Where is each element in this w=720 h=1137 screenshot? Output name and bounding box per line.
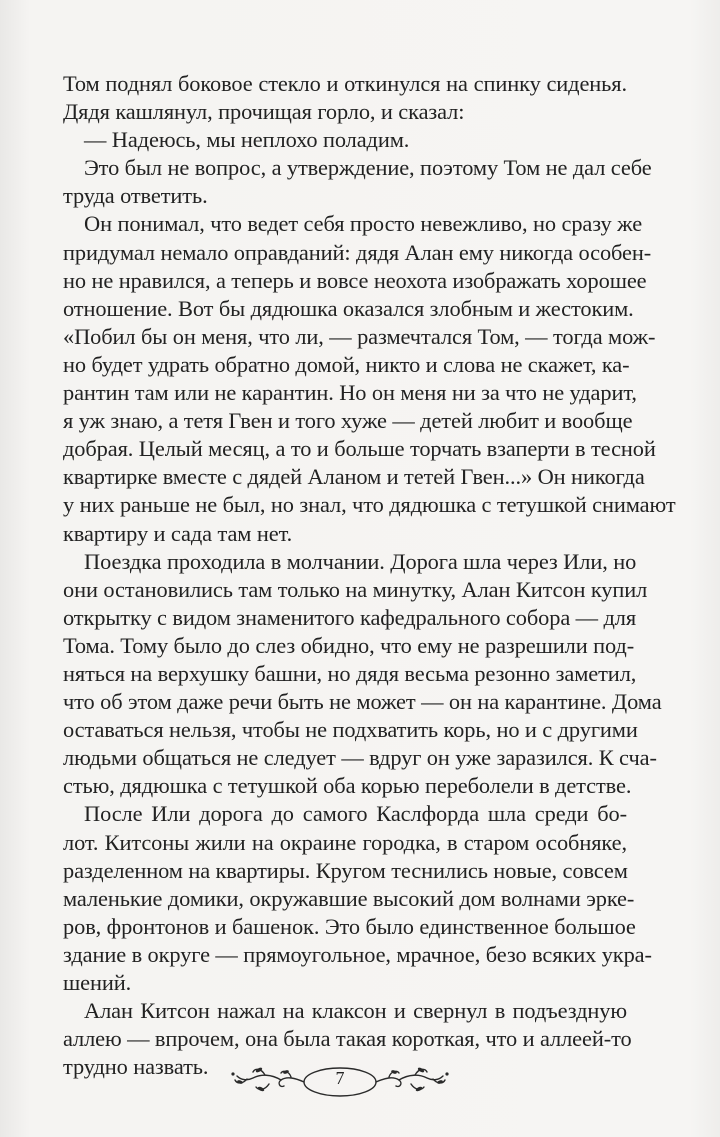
text-line: труда ответить. [63, 183, 208, 209]
paragraph [63, 548, 662, 801]
text-line: открытку с видом знаменитого кафедрального собора — для [63, 604, 637, 630]
text-line: Том поднял боковое стекло и откинулся на спинку сиденья. [63, 71, 627, 96]
text-line: Он понимал, что ведет себя просто невежливо, но сразу же [84, 211, 643, 237]
text-line: разделенном на квартиры. Кругом теснились новые, совсем [63, 857, 628, 883]
text-line: я уж знаю, а тетя Гвен и того хуже — детей любит и вообще [63, 408, 633, 434]
text-line: у них раньше не был, но знал, что дядюшка с тетушкой снимают [63, 492, 676, 518]
text-line: трудно назвать. [63, 1054, 209, 1080]
text-line: они остановились там только на минутку, Алан Китсон купил [63, 576, 648, 602]
text-line: но будет удрать обратно домой, никто и слова не скажет, ка- [63, 351, 630, 377]
text-line: что об этом даже речи быть не может — он на карантине. Дома [63, 689, 662, 715]
text-line: маленькие домики, окружавшие высокий дом волнами эрке- [63, 885, 635, 911]
text-line: Тома. Тому было до слез обидно, что ему не разрешили под- [63, 632, 635, 658]
text-line: квартирке вместе с дядей Аланом и тетей Гвен...» Он никогда [63, 464, 645, 490]
text-line: Дядя кашлянул, прочищая горло, и сказал: [63, 99, 465, 125]
text-line: шений. [63, 970, 132, 995]
page-number: 7 [335, 1068, 345, 1088]
body-text [63, 70, 676, 1081]
paragraph [63, 70, 627, 126]
text-line: придумал немало оправданий: дядя Алан ему никогда особен- [63, 239, 652, 265]
text-line: стью, дядюшка с тетушкой оба корью переболели в детстве. [63, 773, 632, 799]
text-line: отношение. Вот бы дядюшка оказался злобным и жестоким. [63, 295, 634, 321]
text-line: ров, фронтонов и башенок. Это было единственное большое [63, 913, 636, 939]
text-line: Это был не вопрос, а утверждение, поэтому Том не дал себе [84, 155, 652, 181]
text-line: аллею — впрочем, она была такая короткая, что и аллеей-то [63, 1026, 632, 1052]
page-footer [0, 1058, 720, 1108]
text-line: оставаться нельзя, чтобы не подхватить корь, но и с другими [63, 717, 638, 743]
floral-ornament-icon [225, 1058, 495, 1108]
text-line: Алан Китсон нажал на клаксон и свернул в подъездную [84, 998, 627, 1024]
text-line: людьми общаться не следует — вдруг он уже заразился. К сча- [63, 745, 657, 771]
text-line: После Или дорога до самого Каслфорда шла среди бо- [84, 801, 627, 827]
text-line: здание в округе — прямоугольное, мрачное, безо всяких укра- [63, 941, 652, 967]
text-line: квартиру и сада там нет. [63, 520, 293, 546]
text-line: няться на верхушку башни, но дядя весьма резонно заметил, [63, 660, 637, 686]
paragraph [63, 800, 652, 997]
text-line: «Побил бы он меня, что ли, — размечтался Том, — тогда мож- [63, 323, 656, 349]
paragraph [63, 154, 652, 210]
text-line: но не нравился, а теперь и вовсе неохота изображать хорошее [63, 267, 647, 293]
text-line: рантин там или не карантин. Но он меня ни за что не ударит, [63, 380, 637, 406]
paragraph [63, 126, 627, 154]
text-line: Поездка проходила в молчании. Дорога шла через Или, но [84, 548, 637, 574]
paragraph [63, 210, 676, 547]
text-line: лот. Китсоны жили на окраине городка, в старом особняке, [63, 829, 627, 855]
text-line: добрая. Целый месяц, а то и больше торчать взаперти в тесной [63, 436, 656, 462]
text-line: — Надеюсь, мы неплохо поладим. [84, 127, 410, 153]
